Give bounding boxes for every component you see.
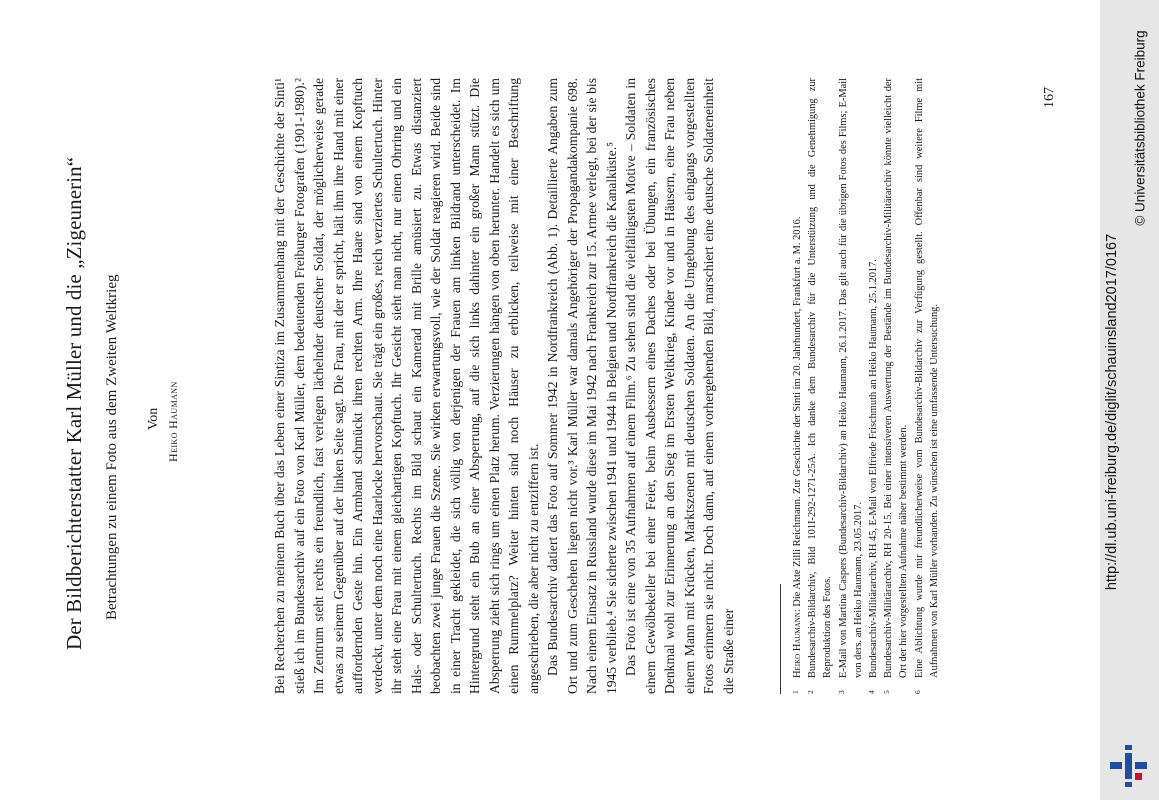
- paragraph: Das Bundesarchiv datiert das Foto auf Sommer 1942 in Nordfrankreich (Abb. 1). Detaillierte Angaben zum Ort und zum Geschehen liegen nicht vor.³ Karl Müller war damals Angehöriger der Propagandakompanie 698. Nach einem Einsatz in Russland wurde diese im Mai 1942 nach Frankreich zur 15. Armee verlegt, bei der sie bis 1945 verblieb.⁴ Sie sicherte zwischen 1941 und 1944 in Belgien und Nordfrankreich die Kanalküste.⁵: [545, 78, 619, 694]
- footnote-number: 3: [836, 690, 846, 694]
- footnote-text: Bundesarchiv-Militärarchiv, RH 45, E-Mail von Elfriede Frischmuth an Heiko Haumann, 25.1.2017.: [868, 259, 880, 678]
- footnote-text: E-Mail von Martina Caspers (Bundesarchiv-Bildarchiv) an Heiko Haumann, 26.1.2017. Das gilt auch für die übrigen Fotos des Films; E-Mail von ders. an Heiko Haumann, 23.05.2017.: [837, 78, 864, 678]
- footnote: [836, 78, 866, 694]
- copyright-notice: © Universitätsbibliothek Freiburg: [1132, 30, 1148, 226]
- footnote-number: 5: [882, 690, 892, 694]
- page-number: 167: [1042, 87, 1057, 108]
- footnote: [881, 78, 911, 694]
- footnote-text: : Die Akte Zilli Reichmann. Zur Geschichte der Sinti im 20. Jahrhundert, Frankfurt a. M. 2016.: [792, 216, 803, 613]
- paragraph: Bei Recherchen zu meinem Buch über das Leben einer Sintiza im Zusammenhang mit der Geschichte der Sinti¹ stieß ich im Bundesarchiv auf ein Foto von Karl Müller, dem bedeutenden Freiburger Fotografen (1901-1980).² Im Zentrum steht rechts ein freundlich, fast verlegen lächelnder deutscher Soldat, der möglicherweise gerade etwas zu seinem Gegenüber auf der linken Seite sagt. Die Frau, mit der er spricht, hält ihm ihre Hand mit einer auffordernden Geste hin. Ein Armband schmückt ihren rechten Arm. Ihre Haare sind von einem Kopftuch verdeckt, unter dem noch eine Haarlocke hervorschaut. Sie trägt ein großes, reich verziertes Schultertuch. Hinter ihr steht eine Frau mit einem gleichartigen Kopftuch. Ihr Gesicht sieht man nicht, nur einen Ohrring und ein Hals- oder Schultertuch. Rechts im Bild schaut ein Kamerad mit Brille amüsiert zu. Etwas distanziert beobachten zwei junge Frauen die Szene. Sie wirken erwartungsvoll, wie der Soldat reagieren wird. Beide sind in einer Tracht gekleidet, die sich völlig von derjenigen der Frauen am linken Bildrand unterscheidet. Im Hintergrund steht ein Bub an einer Absperrung, auf die sich links dahinter ein großer Mann stützt. Die Absperrung zieht sich rings um einen Platz herum. Verzierungen hängen von oben herunter. Handelt es sich um einen Rummelplatz? Weiter hinten sind noch Häuser zu erblicken, teilweise mit einer Beschriftung angeschrieben, die aber nicht zu entziffern ist.: [272, 78, 541, 694]
- byline-von: Von: [146, 407, 161, 430]
- ub-freiburg-logo-icon: [1110, 745, 1152, 787]
- footnote: [790, 78, 805, 694]
- footnote-author: Heiko Haumann: [792, 612, 803, 678]
- footnote: [866, 78, 881, 694]
- footnote-number: 6: [912, 690, 922, 694]
- footnote-number: 1: [791, 690, 800, 694]
- footnote-number: 2: [806, 690, 816, 694]
- footnote-text: Eine Ablichtung wurde mir freundlicherweise vom Bundesarchiv-Bildarchiv zur Verfügung gestellt. Offenbar sind weitere Filme mit Aufnahmen von Karl Müller vorhanden. Zu wünschen ist eine umfassende Untersuchung.: [913, 78, 940, 678]
- footnote-text: Bundesarchiv-Bildarchiv, Bild 101I-292-1271-25A. Ich danke dem Bundesarchiv für die Unterstützung und die Genehmigung zur Reproduktion des Fotos.: [807, 78, 834, 678]
- footnotes: [790, 78, 942, 694]
- footnote: [805, 78, 835, 694]
- footnote-separator: [780, 584, 781, 694]
- footnote: [912, 78, 942, 694]
- body-text: [270, 78, 738, 694]
- permalink-url[interactable]: http://dl.ub.uni-freiburg.de/diglit/schauinsland2017/0167: [1104, 233, 1120, 591]
- article-subtitle: Betrachtungen zu einem Foto aus dem Zweiten Weltkrieg: [104, 274, 120, 620]
- paragraph: Das Foto ist eine von 35 Aufnahmen auf einem Film.⁶ Zu sehen sind die vielfältigsten Motive – Soldaten in einem Gewölbekeller bei einer Feier, beim Ausbessern eines Daches oder bei Übungen, ein französisches Denkmal wohl zur Erinnerung an den Sieg im Ersten Weltkrieg, Kinder vor und in Häusern, eine Frau neben einem Mann mit Krücken, Marktszenen mit deutschen Soldaten. An die Umgebung des eingangs vorgestellten Fotos erinnern sie nicht. Doch dann, auf einem vorhergehenden Bild, marschiert eine deutsche Soldateneinheit die Straße einer: [623, 78, 736, 694]
- footnote-text: Bundesarchiv-Militärarchiv, RH 20-15. Bei einer intensiveren Auswertung der Bestände im Bundesarchiv-Militärarchiv könnte vielleicht der Ort der hier vorgestellten Aufnahme näher bestimmt werden.: [883, 78, 910, 678]
- author-name: Heiko Haumann: [166, 381, 180, 462]
- article-title: Der Bildberichterstatter Karl Müller und die „Zigeunerin“: [62, 156, 86, 650]
- footnote-number: 4: [867, 690, 877, 694]
